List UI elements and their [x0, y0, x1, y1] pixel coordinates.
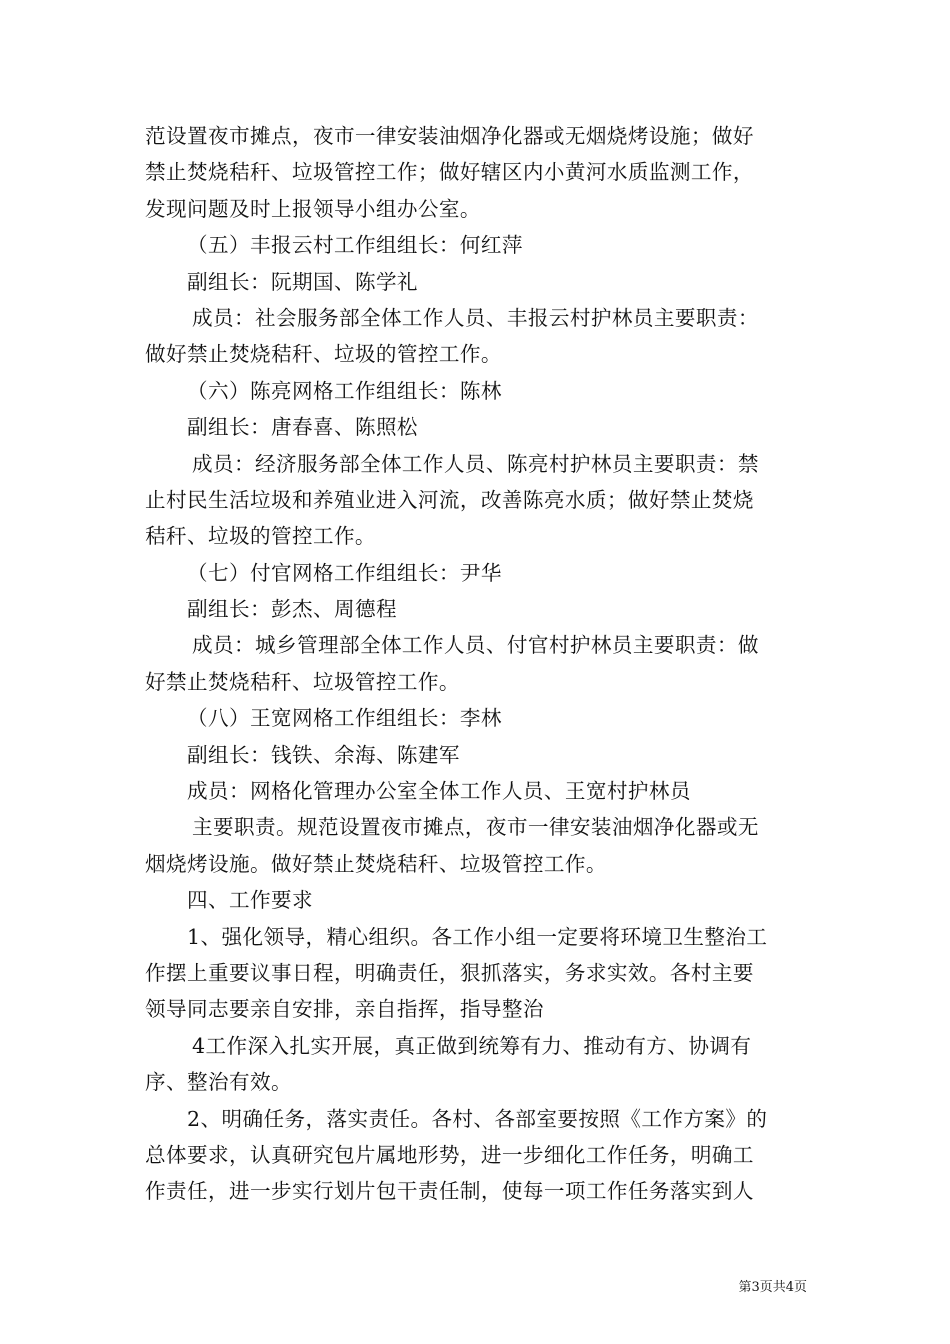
page-number: 第3页共4页: [738, 1280, 807, 1295]
section-heading: （八）王宽网格工作组组长：李林: [187, 706, 502, 731]
text-line: 成员：城乡管理部全体工作人员、付官村护林员主要职责：做: [192, 633, 759, 658]
section-heading: 四、工作要求: [187, 888, 313, 913]
text-line: 成员：网格化管理办公室全体工作人员、王宽村护林员: [187, 779, 691, 804]
text-line: 成员：经济服务部全体工作人员、陈亮村护林员主要职责：禁: [192, 451, 759, 476]
section-heading: （五）丰报云村工作组组长：何红萍: [187, 233, 523, 258]
text-line: 禁止焚烧秸秆、垃圾管控工作；做好辖区内小黄河水质监测工作，: [145, 160, 754, 185]
text-line: 主要职责。规范设置夜市摊点，夜市一律安装油烟净化器或无: [192, 815, 759, 840]
section-heading: （七）付官网格工作组组长：尹华: [187, 560, 502, 585]
body-text: [145, 118, 810, 1210]
text-line: 副组长：钱铁、余海、陈建军: [187, 742, 460, 767]
text-line: 作责任，进一步实行划片包干责任制，使每一项工作任务落实到人: [145, 1179, 754, 1204]
text-line: 副组长：阮期国、陈学礼: [187, 269, 418, 294]
text-line: 作摆上重要议事日程，明确责任，狠抓落实，务求实效。各村主要: [145, 960, 754, 985]
text-line: 副组长：唐春喜、陈照松: [187, 415, 418, 440]
section-heading: （六）陈亮网格工作组组长：陈林: [187, 378, 502, 403]
text-line: 范设置夜市摊点，夜市一律安装油烟净化器或无烟烧烤设施；做好: [145, 124, 754, 148]
text-line: 2、明确任务，落实责任。各村、各部室要按照《工作方案》的: [187, 1106, 768, 1131]
text-line: 总体要求，认真研究包片属地形势，进一步细化工作任务，明确工: [145, 1142, 754, 1167]
text-line: 序、整治有效。: [145, 1070, 292, 1095]
text-line: 发现问题及时上报领导小组办公室。: [145, 196, 481, 221]
text-line: 止村民生活垃圾和养殖业进入河流，改善陈亮水质；做好禁止焚烧: [145, 487, 754, 512]
text-line: 烟烧烤设施。做好禁止焚烧秸秆、垃圾管控工作。: [145, 851, 607, 876]
text-line: 好禁止焚烧秸秆、垃圾管控工作。: [145, 669, 460, 694]
text-line: 4工作深入扎实开展，真正做到统筹有力、推动有方、协调有: [192, 1033, 752, 1058]
text-line: 1、强化领导，精心组织。各工作小组一定要将环境卫生整治工: [187, 924, 768, 949]
text-line: 秸秆、垃圾的管控工作。: [145, 524, 376, 549]
text-line: 做好禁止焚烧秸秆、垃圾的管控工作。: [145, 342, 502, 367]
text-line: 成员：社会服务部全体工作人员、丰报云村护林员主要职责：: [192, 305, 759, 330]
text-line: 领导同志要亲自安排，亲自指挥，指导整治: [145, 997, 544, 1022]
text-line: 副组长：彭杰、周德程: [187, 597, 397, 622]
